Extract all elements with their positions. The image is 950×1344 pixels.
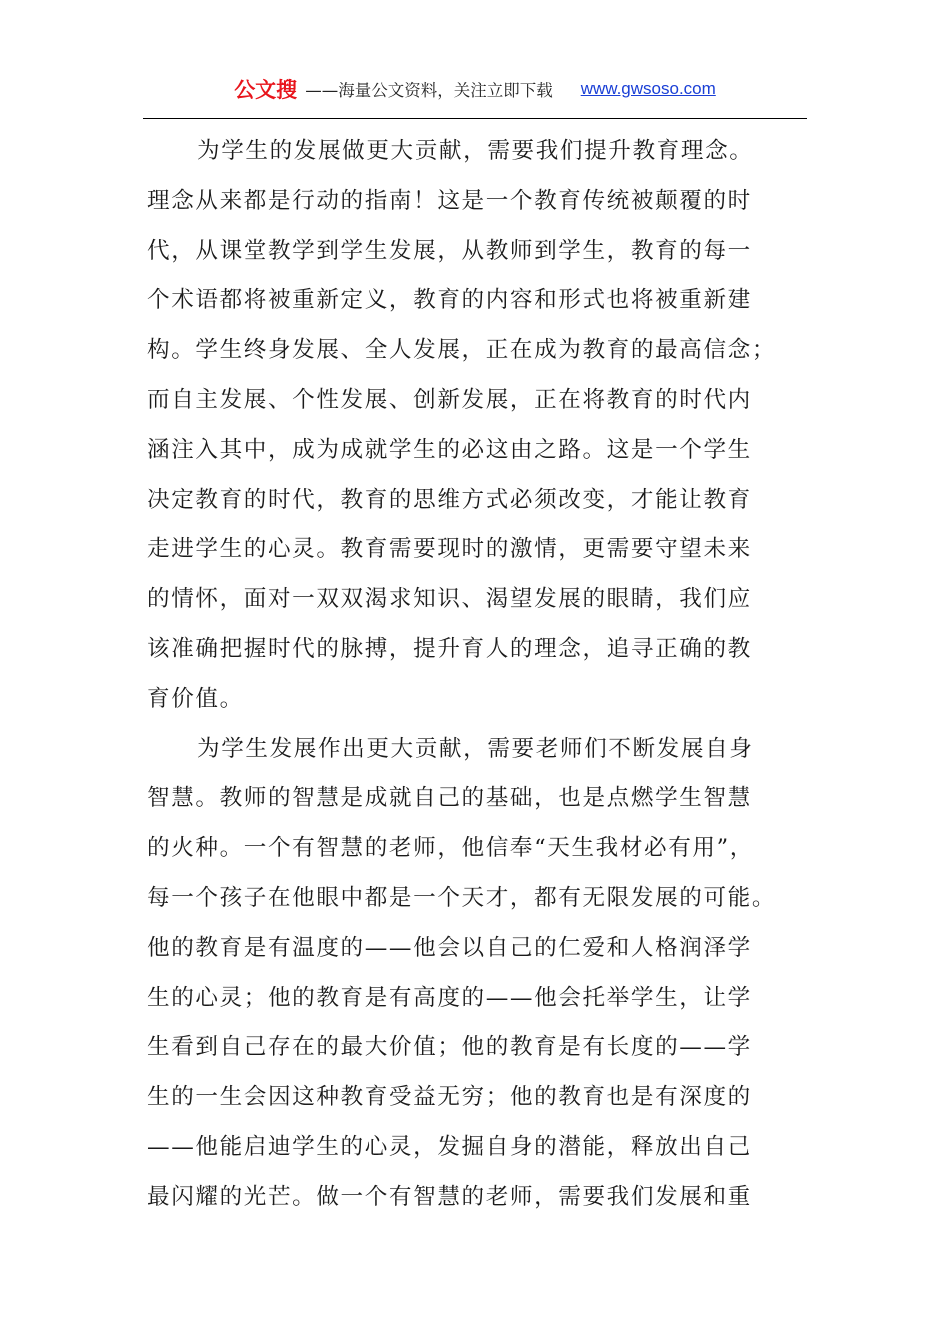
paragraph [147, 127, 787, 725]
text-line: 生看到自己存在的最大价值；他的教育是有长度的——学 [147, 1034, 752, 1061]
text-line: 走进学生的心灵。教育需要现时的激情，更需要守望未来 [147, 536, 752, 563]
paragraph [147, 725, 787, 1223]
text-line: 最闪耀的光芒。做一个有智慧的老师，需要我们发展和重 [147, 1183, 752, 1210]
text-line: 该准确把握时代的脉搏，提升育人的理念，追寻正确的教 [147, 635, 752, 662]
text-line: 理念从来都是行动的指南！这是一个教育传统被颠覆的时 [147, 187, 752, 214]
text-line: 涵注入其中，成为成就学生的必这由之路。这是一个学生 [147, 436, 752, 463]
text-line: 而自主发展、个性发展、创新发展，正在将教育的时代内 [147, 386, 752, 413]
text-line: 生的心灵；他的教育是有高度的——他会托举学生，让学 [147, 984, 752, 1011]
text-line: 育价值。 [147, 685, 244, 712]
website-link[interactable]: www.gwsoso.com [580, 79, 716, 98]
text-line: 为学生的发展做更大贡献，需要我们提升教育理念。 [197, 138, 754, 164]
text-line: 代，从课堂教学到学生发展，从教师到学生，教育的每一 [147, 237, 752, 264]
text-line: 的火种。一个有智慧的老师，他信奉“天生我材必有用”， [147, 835, 754, 862]
text-line: 决定教育的时代，教育的思维方式必须改变，才能让教育 [147, 486, 752, 513]
text-line: 个术语都将被重新定义，教育的内容和形式也将被重新建 [147, 287, 752, 314]
text-line: 为学生发展作出更大贡献，需要老师们不断发展自身 [197, 735, 754, 762]
header-tagline: ——海量公文资料，关注立即下载 [305, 81, 553, 100]
text-line: 生的一生会因这种教育受益无穷；他的教育也是有深度的 [147, 1084, 752, 1111]
text-line: 的情怀，面对一双双渴求知识、渴望发展的眼睛，我们应 [147, 586, 752, 613]
page-header [143, 72, 807, 106]
text-line: 每一个孩子在他眼中都是一个天才，都有无限发展的可能。 [147, 884, 777, 911]
text-line: 智慧。教师的智慧是成就自己的基础，也是点燃学生智慧 [147, 785, 752, 812]
text-line: 构。学生终身发展、全人发展，正在成为教育的最高信念； [147, 337, 777, 364]
document-body [147, 127, 787, 1223]
text-line: 他的教育是有温度的——他会以自己的仁爱和人格润泽学 [147, 934, 752, 961]
brand-logo-text: 公文搜 [234, 78, 298, 102]
text-line: ——他能启迪学生的心灵，发掘自身的潜能，释放出自己 [147, 1133, 752, 1160]
header-divider [143, 118, 807, 119]
